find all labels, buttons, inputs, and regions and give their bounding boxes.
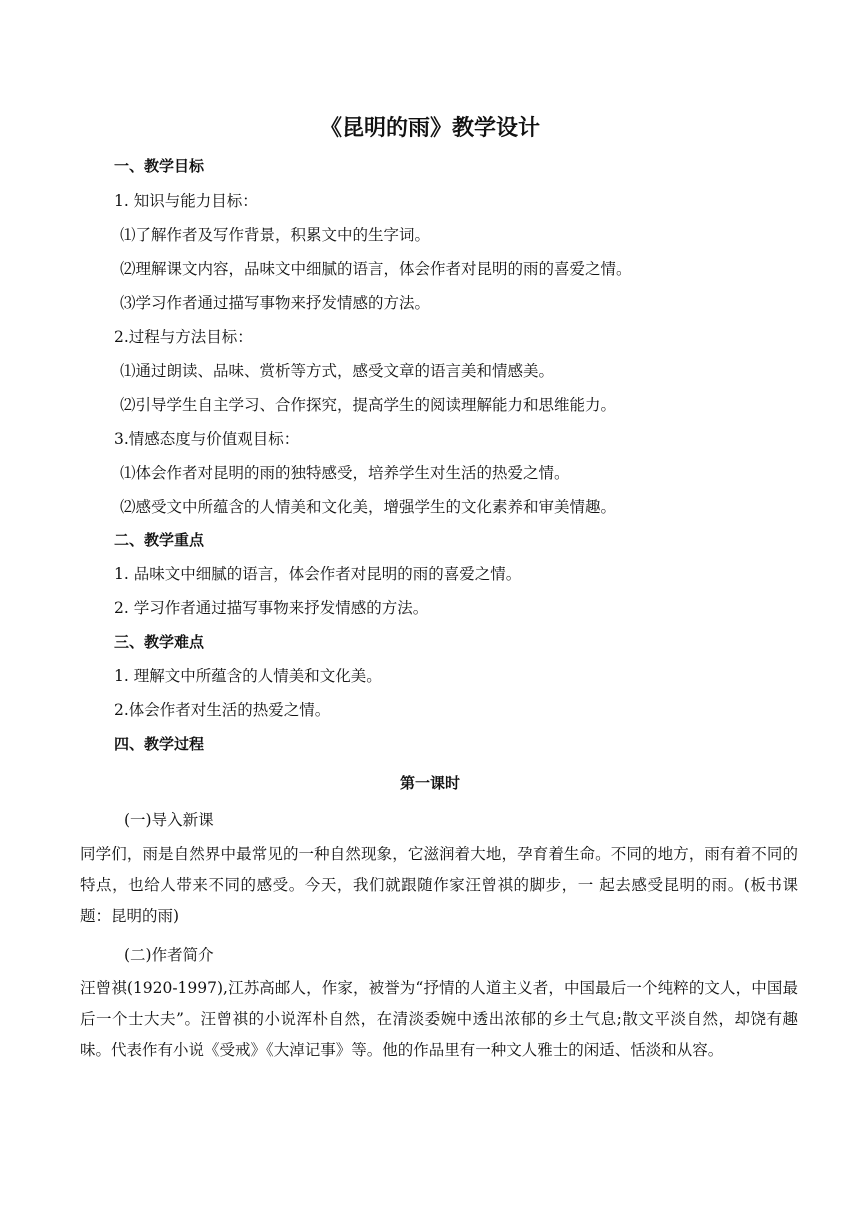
goal-1-item-3: ⑶学习作者通过描写事物来抒发情感的方法。 — [120, 294, 431, 312]
goal-1-item-1: ⑴了解作者及写作背景，积累文中的生字词。 — [120, 226, 431, 244]
section-heading-goals: 一、教学目标 — [114, 157, 205, 175]
key-point-item: 2. 学习作者通过描写事物来抒发情感的方法。 — [114, 599, 429, 617]
document-title: 《昆明的雨》教学设计 — [319, 116, 540, 141]
goal-1-item-2: ⑵理解课文内容，品味文中细腻的语言，体会作者对昆明的雨的喜爱之情。 — [120, 260, 632, 278]
lesson-title: 第一课时 — [399, 774, 460, 792]
goal-3-label: 3.情感态度与价值观目标： — [114, 430, 300, 448]
section-heading-process: 四、教学过程 — [114, 735, 205, 753]
goal-1-label: 1. 知识与能力目标： — [114, 192, 258, 210]
difficulty-item: 1. 理解文中所蕴含的人情美和文化美。 — [114, 667, 382, 685]
intro-paragraph: 同学们，雨是自然界中最常见的一种自然现象，它滋润着大地，孕育着生命。不同的地方，雨有着不同的特点，也给人带来不同的感受。今天，我们就跟随作家汪曾祺的脚步，一 起去感受昆明的雨。(板书课题：昆明的雨) — [80, 845, 798, 925]
goal-3-item-1: ⑴体会作者对昆明的雨的独特感受，培养学生对生活的热爱之情。 — [120, 464, 570, 482]
section-heading-key-points: 二、教学重点 — [114, 531, 205, 549]
author-label: (二)作者简介 — [124, 946, 214, 964]
key-point-item: 1. 品味文中细腻的语言，体会作者对昆明的雨的喜爱之情。 — [114, 565, 522, 583]
goal-2-item-1: ⑴通过朗读、品味、赏析等方式，感受文章的语言美和情感美。 — [120, 362, 555, 380]
goal-2-item-2: ⑵引导学生自主学习、合作探究，提高学生的阅读理解能力和思维能力。 — [120, 396, 617, 414]
difficulty-item: 2.体会作者对生活的热爱之情。 — [114, 701, 331, 719]
goal-3-item-2: ⑵感受文中所蕴含的人情美和文化美，增强学生的文化素养和审美情趣。 — [120, 498, 617, 516]
author-paragraph: 汪曾祺(1920-1997),江苏高邮人，作家，被誉为“抒情的人道主义者，中国最后一个纯粹的文人，中国最后一个士大夫”。汪曾祺的小说浑朴自然，在清淡委婉中透出浓郁的乡土气息;散文平淡自然，却饶有趣味。代表作有小说《受戒》《大淖记事》等。他的作品里有一种文人雅士的闲适、恬淡和从容。 — [80, 979, 798, 1059]
goal-2-label: 2.过程与方法目标： — [114, 328, 253, 346]
intro-label: (一)导入新课 — [124, 811, 214, 829]
section-heading-difficulties: 三、教学难点 — [114, 633, 205, 651]
